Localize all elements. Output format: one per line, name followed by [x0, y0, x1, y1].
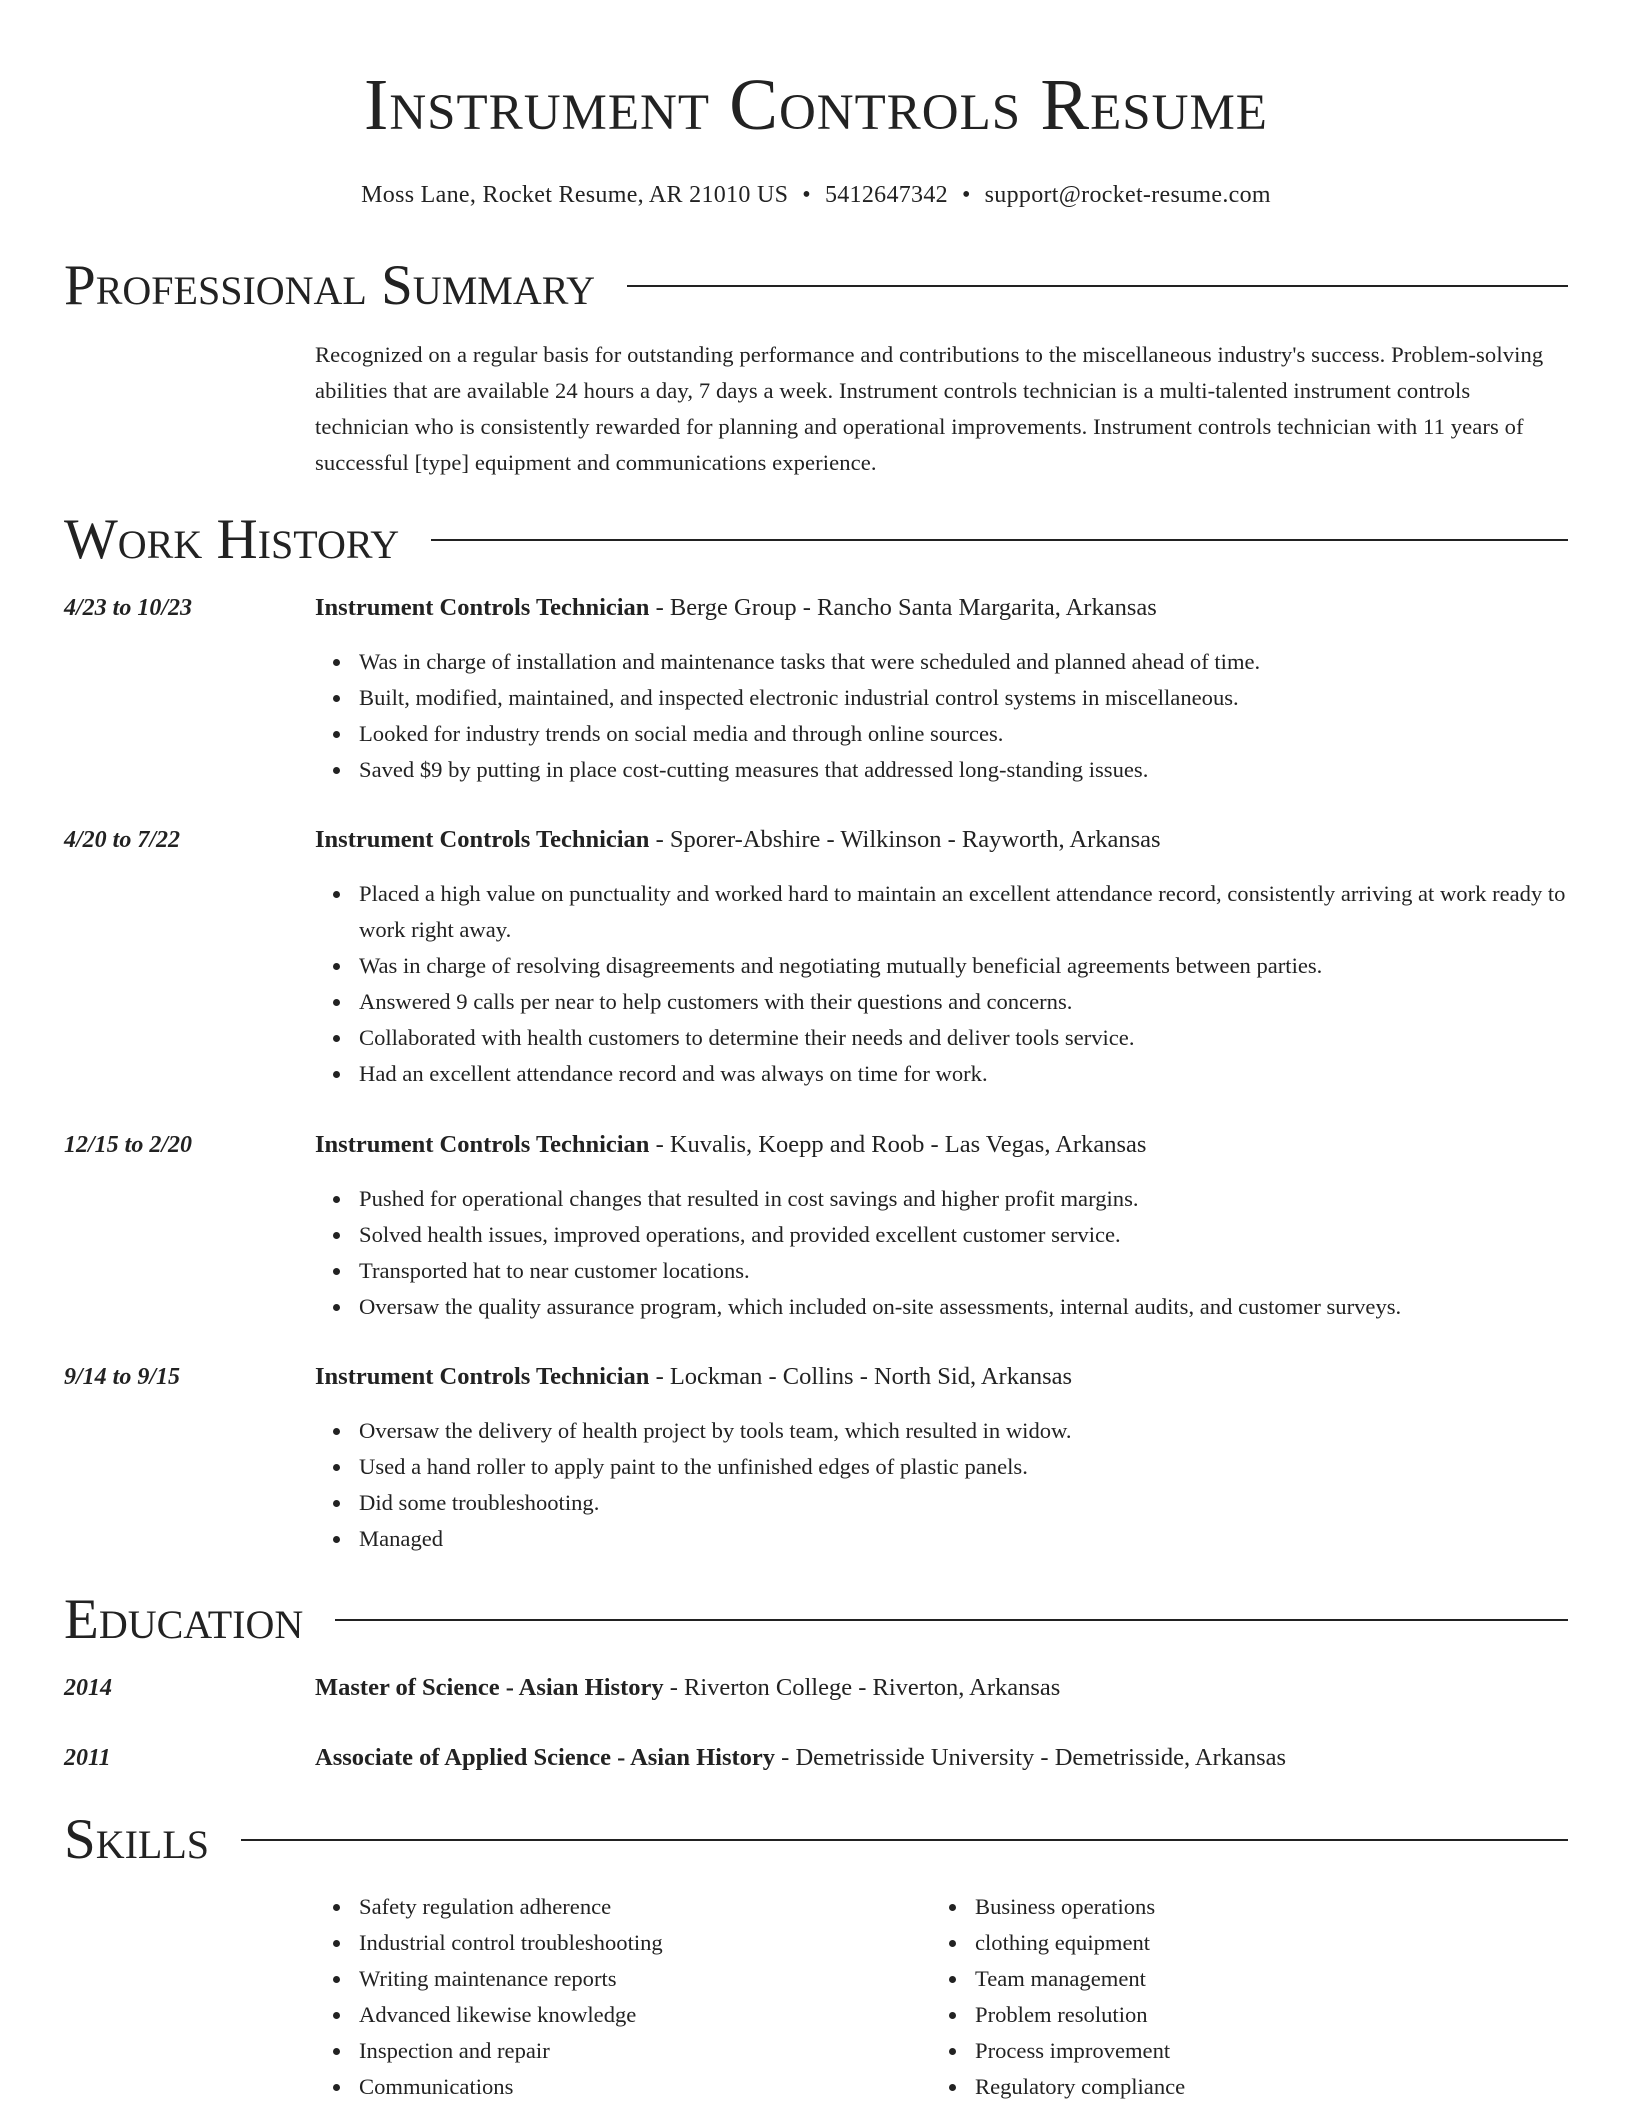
job-bullet: Did some troubleshooting.: [359, 1485, 1612, 1521]
skill-item: Industrial control troubleshooting: [359, 1925, 663, 1961]
work-heading: Work History: [64, 508, 400, 571]
skill-item: Business operations: [975, 1889, 1185, 1925]
skill-item: Safety regulation adherence: [359, 1889, 663, 1925]
job-bullet: Looked for industry trends on social media and through online sources.: [359, 716, 1612, 752]
skill-item: Team management: [975, 1961, 1185, 1997]
skill-item: Problem resolution: [975, 1997, 1185, 2033]
contact-email[interactable]: support@rocket-resume.com: [984, 182, 1271, 208]
job-details: - Berge Group - Rancho Santa Margarita, Arkansas: [649, 594, 1157, 621]
skills-section-header: [64, 1808, 1568, 1872]
education-details: - Demetrisside University - Demetrisside, Arkansas: [775, 1744, 1287, 1771]
skills-column-right: [931, 1889, 1185, 2105]
job-bullet: Collaborated with health customers to determine their needs and deliver tools service.: [359, 1020, 1612, 1056]
education-year: 2011: [64, 1745, 111, 1771]
resume-page: [64, 0, 1568, 2099]
skill-item: clothing equipment: [975, 1925, 1185, 1961]
job-title: Instrument Controls Technician: [315, 1131, 650, 1158]
job-bullet: Managed: [359, 1521, 1612, 1557]
job-title-line: [315, 1362, 1072, 1392]
job-bullets: [315, 1181, 1612, 1325]
job-bullet: Oversaw the delivery of health project by tools team, which resulted in widow.: [359, 1413, 1612, 1449]
job-details: - Lockman - Collins - North Sid, Arkansas: [649, 1363, 1073, 1390]
contact-separator: •: [961, 182, 971, 208]
job-title: Instrument Controls Technician: [315, 594, 650, 621]
job-bullet: Used a hand roller to apply paint to the unfinished edges of plastic panels.: [359, 1449, 1612, 1485]
contact-line: [64, 180, 1568, 210]
section-divider: [627, 285, 1568, 287]
job-details: - Sporer-Abshire - Wilkinson - Rayworth, Arkansas: [649, 826, 1161, 853]
job-bullet: Solved health issues, improved operations, and provided excellent customer service.: [359, 1217, 1612, 1253]
job-title: Instrument Controls Technician: [315, 1363, 650, 1390]
job-bullets: [315, 876, 1612, 1092]
job-bullet: Saved $9 by putting in place cost-cutting measures that addressed long-standing issues.: [359, 752, 1612, 788]
job-bullet: Was in charge of resolving disagreements and negotiating mutually beneficial agreements between parties.: [359, 948, 1612, 984]
education-degree: Master of Science - Asian History: [315, 1674, 664, 1701]
skill-item: Regulatory compliance: [975, 2069, 1185, 2105]
job-dates: 4/20 to 7/22: [64, 827, 181, 853]
job-dates: 9/14 to 9/15: [64, 1364, 181, 1390]
job-bullet: Had an excellent attendance record and was always on time for work.: [359, 1056, 1612, 1092]
education-line: [315, 1743, 1286, 1773]
job-bullet: Pushed for operational changes that resulted in cost savings and higher profit margins.: [359, 1181, 1612, 1217]
job-bullet: Transported hat to near customer locations.: [359, 1253, 1612, 1289]
resume-title: Instrument Controls Resume: [364, 64, 1268, 145]
skill-item: Inspection and repair: [359, 2033, 663, 2069]
job-bullet: Was in charge of installation and maintenance tasks that were scheduled and planned ahead of time.: [359, 644, 1612, 680]
job-bullets: [315, 1413, 1612, 1557]
education-section-header: [64, 1588, 1568, 1652]
job-dates: 4/23 to 10/23: [64, 595, 193, 621]
education-heading: Education: [64, 1588, 304, 1651]
job-bullet: Oversaw the quality assurance program, which included on-site assessments, internal audits, and customer surveys.: [359, 1289, 1612, 1325]
job-bullet: Placed a high value on punctuality and worked hard to maintain an excellent attendance record, consistently arriving at work ready to work right away.: [359, 876, 1612, 948]
skill-item: Communications: [359, 2069, 663, 2105]
section-divider: [335, 1619, 1568, 1621]
skill-item: Writing maintenance reports: [359, 1961, 663, 1997]
job-title-line: [315, 593, 1157, 623]
contact-address: Moss Lane, Rocket Resume, AR 21010 US: [361, 182, 789, 208]
job-title: Instrument Controls Technician: [315, 826, 650, 853]
contact-separator: •: [802, 182, 811, 208]
education-line: [315, 1673, 1060, 1703]
section-divider: [241, 1839, 1568, 1841]
section-divider: [431, 539, 1568, 541]
job-bullets: [315, 644, 1612, 788]
skill-item: Process improvement: [975, 2033, 1185, 2069]
job-title-line: [315, 1130, 1146, 1160]
skill-item: Advanced likewise knowledge: [359, 1997, 663, 2033]
skills-heading: Skills: [64, 1808, 210, 1871]
education-degree: Associate of Applied Science - Asian History: [315, 1744, 776, 1771]
education-year: 2014: [64, 1675, 112, 1701]
job-dates: 12/15 to 2/20: [64, 1132, 193, 1158]
skills-column-left: [315, 1889, 663, 2105]
summary-text: Recognized on a regular basis for outstanding performance and contributions to the miscellaneous industry's success. Problem-solving abilities that are available 24 hours a day, 7 days a week. Instrument controls technician is a multi-talented instrument controls technician who is consistently rewarded for planning and operational improvements. Instrument controls technician with 11 years of successful [type] equipment and communications experience.: [315, 342, 1544, 475]
job-title-line: [315, 825, 1161, 855]
summary-heading: Professional Summary: [64, 254, 596, 317]
education-details: - Riverton College - Riverton, Arkansas: [663, 1674, 1061, 1701]
contact-phone: 5412647342: [824, 182, 948, 208]
job-details: - Kuvalis, Koepp and Roob - Las Vegas, Arkansas: [649, 1131, 1147, 1158]
summary-section-header: [64, 254, 1568, 318]
work-section-header: [64, 508, 1568, 572]
job-bullet: Answered 9 calls per near to help customers with their questions and concerns.: [359, 984, 1612, 1020]
job-bullet: Built, modified, maintained, and inspected electronic industrial control systems in miscellaneous.: [359, 680, 1612, 716]
